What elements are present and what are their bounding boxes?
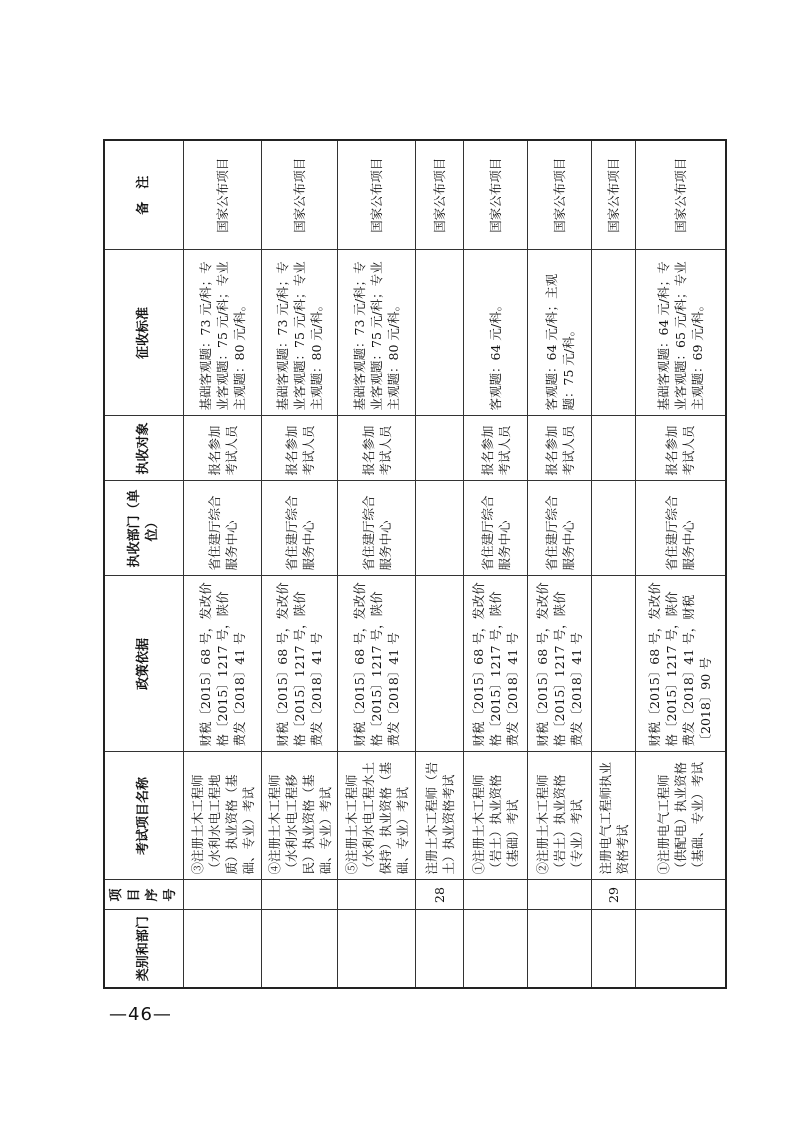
- cell-collecting-dept: 省住建厅综合服务中心: [636, 481, 726, 576]
- cell-item-number: [262, 880, 338, 910]
- cell-payer: 报名参加考试人员: [636, 416, 726, 481]
- cell-policy-basis: 财税〔2015〕68 号，发改价格〔2015〕1217 号，陕价费发〔2018〕41 号: [338, 576, 416, 752]
- header-exam-name: 考试项目名称: [104, 752, 184, 880]
- cell-fee-standard: [592, 250, 636, 416]
- cell-payer: 报名参加考试人员: [464, 416, 528, 481]
- cell-remarks: 国家公布项目: [184, 140, 262, 250]
- header-remarks: 备 注: [104, 140, 184, 250]
- cell-policy-basis: [592, 576, 636, 752]
- fee-table: [103, 139, 727, 989]
- cell-category: [338, 910, 416, 988]
- cell-category: [528, 910, 592, 988]
- header-payer: 执收对象: [104, 416, 184, 481]
- cell-remarks: 国家公布项目: [262, 140, 338, 250]
- cell-collecting-dept: 省住建厅综合服务中心: [184, 481, 262, 576]
- cell-category: [184, 910, 262, 988]
- cell-fee-standard: 基础客观题：64 元/科；专业客观题：65 元/科；专业主观题：69 元/科。: [636, 250, 726, 416]
- cell-exam-name: ③注册土木工程师（水利水电工程地质）执业资格（基础、专业）考试: [184, 752, 262, 880]
- cell-exam-name: ①注册土木工程师（岩土）执业资格（基础）考试: [464, 752, 528, 880]
- header-item-number: 项目序号: [104, 880, 184, 910]
- cell-fee-standard: [416, 250, 464, 416]
- header-fee-standard: 征收标准: [104, 250, 184, 416]
- cell-exam-name: 注册电气工程师执业资格考试: [592, 752, 636, 880]
- table-row: [184, 140, 262, 988]
- table-row: [338, 140, 416, 988]
- cell-exam-name: ②注册土木工程师（岩土）执业资格（专业）考试: [528, 752, 592, 880]
- cell-collecting-dept: 省住建厅综合服务中心: [464, 481, 528, 576]
- cell-item-number: [636, 880, 726, 910]
- cell-payer: 报名参加考试人员: [262, 416, 338, 481]
- table-row: [528, 140, 592, 988]
- table-header-row: [104, 140, 184, 988]
- cell-collecting-dept: [592, 481, 636, 576]
- cell-payer: 报名参加考试人员: [184, 416, 262, 481]
- cell-fee-standard: 客观题：64 元/科。: [464, 250, 528, 416]
- cell-fee-standard: 基础客观题：73 元/科；专业客观题：75 元/科；专业主观题：80 元/科。: [262, 250, 338, 416]
- cell-category: [592, 910, 636, 988]
- cell-policy-basis: 财税〔2015〕68 号，发改价格〔2015〕1217 号，陕价费发〔2018〕41 号: [528, 576, 592, 752]
- cell-fee-standard: 基础客观题：73 元/科；专业客观题：75 元/科；专业主观题：80 元/科。: [338, 250, 416, 416]
- cell-item-number: [338, 880, 416, 910]
- cell-fee-standard: 基础客观题：73 元/科；专业客观题：75 元/科；专业主观题：80 元/科。: [184, 250, 262, 416]
- cell-item-number: [464, 880, 528, 910]
- cell-collecting-dept: 省住建厅综合服务中心: [528, 481, 592, 576]
- table-row: [262, 140, 338, 988]
- rotated-table-container: [103, 141, 714, 989]
- cell-payer: 报名参加考试人员: [528, 416, 592, 481]
- cell-remarks: 国家公布项目: [528, 140, 592, 250]
- cell-remarks: 国家公布项目: [416, 140, 464, 250]
- cell-item-number: 29: [592, 880, 636, 910]
- header-collecting-dept: 执收部门（单位）: [104, 481, 184, 576]
- table-row: [464, 140, 528, 988]
- table-row: [416, 140, 464, 988]
- page-number: —46—: [109, 1004, 172, 1025]
- cell-payer: [592, 416, 636, 481]
- cell-exam-name: ④注册土木工程师（水利水电工程移民）执业资格（基础、专业）考试: [262, 752, 338, 880]
- table-row: [592, 140, 636, 988]
- cell-category: [262, 910, 338, 988]
- table-row: [636, 140, 726, 988]
- cell-item-number: [184, 880, 262, 910]
- header-policy-basis: 政策依据: [104, 576, 184, 752]
- cell-item-number: [528, 880, 592, 910]
- cell-remarks: 国家公布项目: [592, 140, 636, 250]
- cell-policy-basis: [416, 576, 464, 752]
- cell-category: [636, 910, 726, 988]
- cell-category: [464, 910, 528, 988]
- cell-payer: [416, 416, 464, 481]
- cell-policy-basis: 财税〔2015〕68 号，发改价格〔2015〕1217 号，陕价费发〔2018〕41 号: [262, 576, 338, 752]
- cell-category: [416, 910, 464, 988]
- cell-remarks: 国家公布项目: [464, 140, 528, 250]
- header-category: 类别和部门: [104, 910, 184, 988]
- cell-fee-standard: 客观题：64 元/科；主观题：75 元/科。: [528, 250, 592, 416]
- cell-exam-name: 注册土木工程师（岩土）执业资格考试: [416, 752, 464, 880]
- cell-collecting-dept: 省住建厅综合服务中心: [338, 481, 416, 576]
- cell-policy-basis: 财税〔2015〕68 号，发改价格〔2015〕1217 号，陕价费发〔2018〕41 号，财税〔2018〕90 号: [636, 576, 726, 752]
- cell-collecting-dept: 省住建厅综合服务中心: [262, 481, 338, 576]
- cell-exam-name: ⑤注册土木工程师（水利水电工程水土保持）执业资格（基础、专业）考试: [338, 752, 416, 880]
- cell-remarks: 国家公布项目: [338, 140, 416, 250]
- cell-policy-basis: 财税〔2015〕68 号，发改价格〔2015〕1217 号，陕价费发〔2018〕41 号: [184, 576, 262, 752]
- cell-item-number: 28: [416, 880, 464, 910]
- cell-policy-basis: 财税〔2015〕68 号，发改价格〔2015〕1217 号，陕价费发〔2018〕41 号: [464, 576, 528, 752]
- cell-remarks: 国家公布项目: [636, 140, 726, 250]
- cell-collecting-dept: [416, 481, 464, 576]
- cell-payer: 报名参加考试人员: [338, 416, 416, 481]
- cell-exam-name: ①注册电气工程师（供配电）执业资格（基础、专业）考试: [636, 752, 726, 880]
